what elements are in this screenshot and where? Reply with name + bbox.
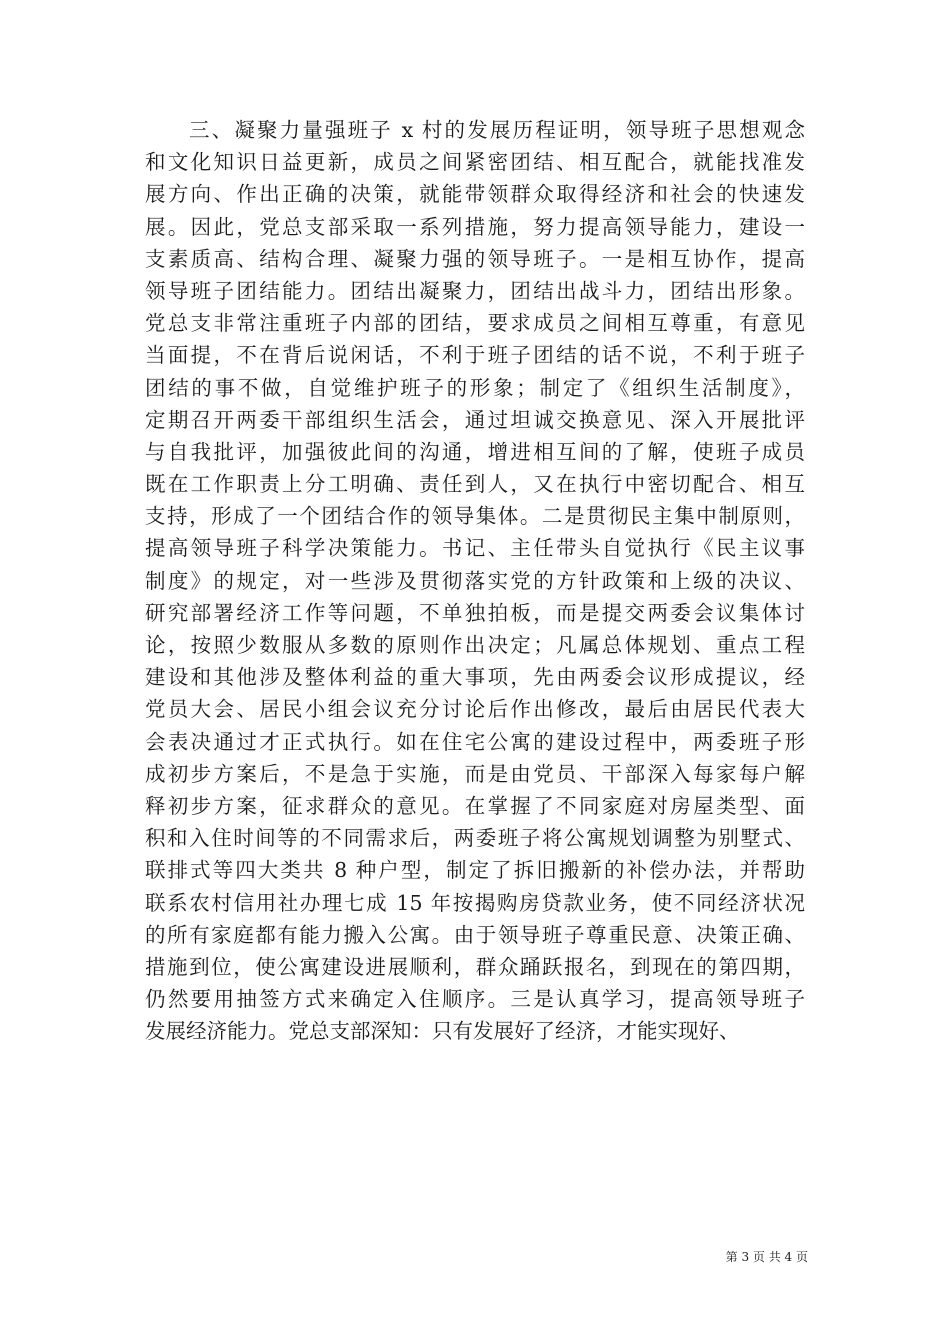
text-line: 仍然要用抽签方式来确定入住顺序。三是认真学习，提高领导班子: [145, 987, 805, 1012]
text-line: 既在工作职责上分工明确、责任到人，又在执行中密切配合、相互: [145, 472, 805, 497]
text-line: 建设和其他涉及整体利益的重大事项，先由两委会议形成提议，经: [145, 665, 805, 690]
text-line: 三、凝聚力量强班子 x 村的发展历程证明，领导班子思想观念: [189, 118, 805, 142]
text-line: 联系农村信用社办理七成 15 年按揭购房贷款业务，使不同经济状况: [145, 890, 805, 915]
text-line: 研究部署经济工作等问题，不单独拍板，而是提交两委会议集体讨: [145, 600, 805, 625]
text-line: 和文化知识日益更新，成员之间紧密团结、相互配合，就能找准发: [145, 150, 805, 175]
text-line: 党员大会、居民小组会议充分讨论后作出修改，最后由居民代表大: [145, 697, 805, 722]
text-line: 团结的事不做，自觉维护班子的形象；制定了《组织生活制度》，: [145, 375, 805, 400]
text-line: 制度》的规定，对一些涉及贯彻落实党的方针政策和上级的决议、: [145, 568, 805, 593]
text-line: 当面提，不在背后说闲话，不利于班子团结的话不说，不利于班子: [145, 343, 805, 368]
text-line: 积和入住时间等的不同需求后，两委班子将公寓规划调整为别墅式、: [145, 826, 805, 851]
text-line: 提高领导班子科学决策能力。书记、主任带头自觉执行《民主议事: [145, 536, 805, 561]
text-line: 论，按照少数服从多数的原则作出决定；凡属总体规划、重点工程: [145, 633, 805, 657]
text-line: 支持，形成了一个团结合作的领导集体。二是贯彻民主集中制原则，: [145, 504, 805, 529]
text-line: 的所有家庭都有能力搬入公寓。由于领导班子尊重民意、决策正确、: [145, 922, 805, 947]
text-line: 展方向、作出正确的决策，就能带领群众取得经济和社会的快速发: [145, 182, 805, 207]
text-line: 与自我批评，加强彼此间的沟通，增进相互间的了解，使班子成员: [145, 439, 805, 464]
text-line: 释初步方案，征求群众的意见。在掌握了不同家庭对房屋类型、面: [145, 793, 805, 818]
text-line: 领导班子团结能力。团结出凝聚力，团结出战斗力，团结出形象。: [145, 278, 805, 303]
body-paragraph: [145, 114, 805, 1047]
text-line: 展。因此，党总支部采取一系列措施，努力提高领导能力，建设一: [145, 214, 805, 239]
text-line: 措施到位，使公寓建设进展顺利，群众踊跃报名，到现在的第四期，: [145, 954, 805, 979]
text-line: 定期召开两委干部组织生活会，通过坦诚交换意见、深入开展批评: [145, 407, 805, 432]
text-line: 成初步方案后，不是急于实施，而是由党员、干部深入每家每户解: [145, 761, 805, 786]
text-line: 发展经济能力。党总支部深知：只有发展好了经济，才能实现好、: [145, 1019, 740, 1044]
text-line: 党总支非常注重班子内部的团结，要求成员之间相互尊重，有意见: [145, 311, 805, 336]
text-line: 联排式等四大类共 8 种户型，制定了拆旧搬新的补偿办法，并帮助: [145, 858, 805, 883]
text-line: 会表决通过才正式执行。如在住宅公寓的建设过程中，两委班子形: [145, 729, 805, 754]
text-line: 支素质高、结构合理、凝聚力强的领导班子。一是相互协作，提高: [145, 246, 805, 271]
page-number-footer: 第 3 页 共 4 页: [725, 1250, 808, 1264]
